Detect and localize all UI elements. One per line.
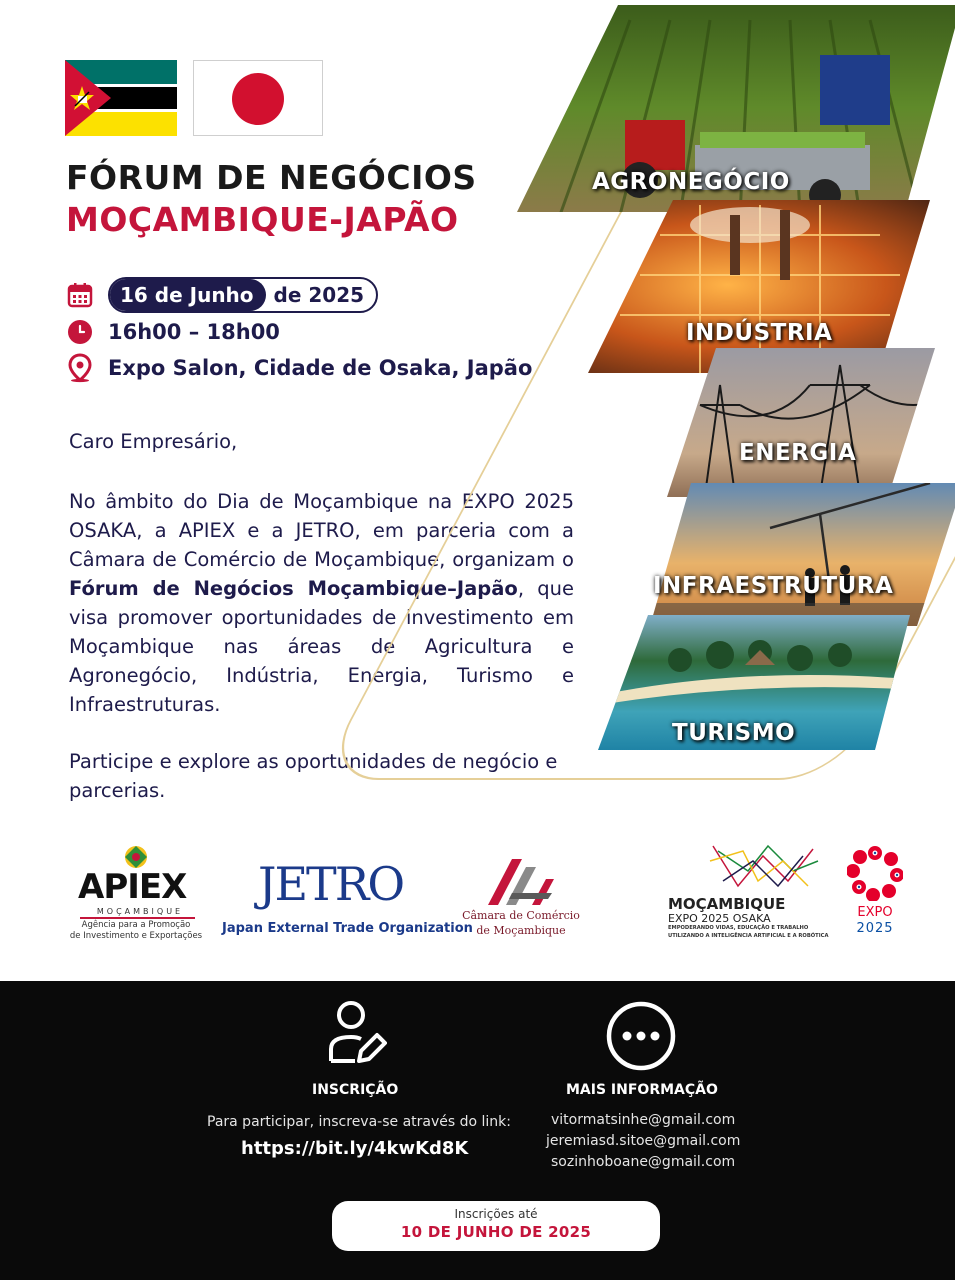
ccm-line1: Câmara de Comércio (462, 909, 580, 922)
event-location: Expo Salon, Cidade de Osaka, Japão (108, 356, 533, 380)
contact-email[interactable]: jeremiasd.sitoe@gmail.com (546, 1133, 741, 1149)
contact-email[interactable]: vitormatsinhe@gmail.com (551, 1112, 736, 1128)
tile-turismo (500, 610, 955, 755)
partner-logos (0, 835, 955, 955)
moz-expo-title: MOÇAMBIQUE (668, 895, 786, 913)
info-heading: MAIS INFORMAÇÃO (566, 1082, 718, 1098)
apiex-logo (66, 845, 206, 950)
ccm-logo (462, 857, 580, 947)
calendar-icon (66, 281, 94, 309)
event-time: 16h00 – 18h00 (108, 320, 280, 344)
registration-heading: INSCRIÇÃO (312, 1082, 399, 1098)
jetro-sub: Japan External Trade Organization (222, 921, 473, 936)
sector-label: AGRONEGÓCIO (592, 169, 790, 195)
more-info-icon (605, 1000, 677, 1076)
sector-label: TURISMO (672, 720, 796, 746)
apiex-sub1: Agência para a Promoção (81, 920, 191, 930)
moz-expo-sub: EXPO 2025 OSAKA (668, 912, 771, 925)
title-line2: MOÇAMBIQUE-JAPÃO (66, 200, 459, 239)
registration-deadline-badge (332, 1201, 660, 1251)
registration-user-edit-icon (325, 999, 387, 1069)
footer (0, 981, 955, 1280)
registration-link[interactable]: https://bit.ly/4kwKd8K (241, 1138, 469, 1159)
mozambique-pavilion-emblem-icon (708, 841, 823, 893)
letter-paragraph-1: No âmbito do Dia de Moçambique na EXPO 2025 OSAKA, a APIEX e a JETRO, em parceria com a Câmara de Comércio de Moçambique, organizam o Fórum de Negócios Moçambique–Japão, que visa promover oportunidades de investimento em Moçambique nas áreas de Agricultura e Agronegócio, Indústria, Energia, Turismo e Infraestruturas. (69, 490, 574, 716)
apiex-name: APIEX (78, 867, 187, 907)
date-year: de 2025 (273, 283, 365, 307)
ccm-line2: de Moçambique (476, 924, 566, 937)
apiex-sub2: de Investimento e Exportações (69, 931, 203, 941)
location-pin-icon (66, 354, 94, 382)
time-row (66, 318, 280, 346)
sector-label: ENERGIA (739, 440, 857, 466)
sector-label: INDÚSTRIA (686, 320, 833, 346)
apiex-country: MOÇAMBIQUE (96, 907, 184, 916)
tile-agronegocio (500, 0, 955, 215)
sector-label: INFRAESTRUTURA (653, 573, 894, 599)
mozambique-expo-logo (668, 841, 829, 946)
registration-text: Para participar, inscreva-se através do link: (207, 1114, 512, 1130)
japan-flag (193, 60, 323, 136)
letter-paragraph-2: Participe e explore as oportunidades de negócio e parcerias. (69, 750, 558, 802)
tile-energia (500, 345, 955, 500)
deadline-date: 10 DE JUNHO DE 2025 (400, 1223, 592, 1241)
date-pill (108, 277, 378, 313)
ccm-emblem-icon (482, 857, 558, 907)
expo-mascot-emblem-icon (847, 845, 903, 901)
date-highlight: 16 de Junho (110, 279, 266, 311)
jetro-name: JETRO (258, 857, 404, 911)
moz-expo-tag2: UTILIZANDO A INTELIGÊNCIA ARTIFICIAL E A ROBÓTICA (668, 933, 829, 939)
title-line1: FÓRUM DE NEGÓCIOS (66, 158, 477, 197)
location-row (66, 354, 532, 382)
date-row (66, 277, 378, 313)
expo-2025-logo (845, 845, 905, 945)
expo-word: EXPO (857, 905, 893, 920)
apiex-emblem-icon (122, 845, 150, 869)
contact-email[interactable]: sozinhoboane@gmail.com (551, 1154, 736, 1170)
sector-collage (500, 0, 955, 800)
moz-expo-tag1: EMPODERANDO VIDAS, EDUCAÇÃO E TRABALHO (668, 925, 809, 931)
clock-icon (66, 318, 94, 346)
mozambique-flag (65, 60, 177, 136)
letter-greeting: Caro Empresário, (69, 430, 238, 453)
expo-year: 2025 (856, 921, 894, 936)
deadline-label: Inscrições até (454, 1207, 538, 1221)
jetro-logo (222, 857, 473, 947)
